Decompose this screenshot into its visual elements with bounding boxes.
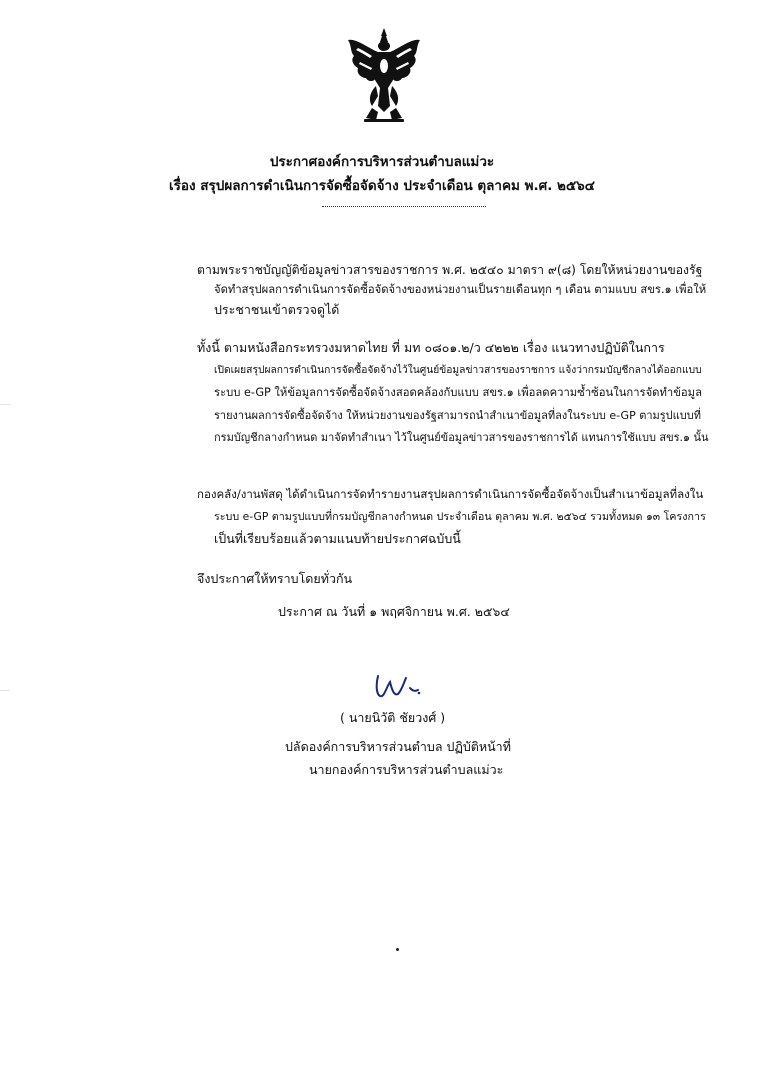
paragraph-2-line-3: ระบบ e-GP ให้ข้อมูลการจัดซื้อจัดจ้างสอดคล้องกับแบบ สขร.๑ เพื่อลดความซ้ำซ้อนในการจัดทำข้อมูล: [214, 386, 702, 399]
paragraph-1-line-1: ตามพระราชบัญญัติข้อมูลข่าวสารของราชการ พ.ศ. ๒๕๔๐ มาตรา ๙(๘) โดยให้หน่วยงานของรัฐ: [197, 263, 703, 277]
paragraph-2-line-4: รายงานผลการจัดซื้อจัดจ้าง ให้หน่วยงานของรัฐสามารถนำสำเนาข้อมูลที่ลงในระบบ e-GP ตามรูปแบบที่: [214, 409, 701, 422]
signatory-position-line-1: ปลัดองค์การบริหารส่วนตำบล ปฏิบัติหน้าที่: [285, 739, 511, 754]
page-speck: [396, 948, 399, 951]
paragraph-1-line-3: ประชาชนเข้าตรวจดูได้: [214, 302, 340, 317]
paragraph-2-line-1: ทั้งนี้ ตามหนังสือกระทรวงมหาดไทย ที่ มท ๐๘๐๑.๒/ว ๔๒๒๒ เรื่อง แนวทางปฏิบัติในการ: [197, 340, 665, 355]
paragraph-3-line-1: กองคลัง/งานพัสดุ ได้ดำเนินการจัดทำรายงานสรุปผลการดำเนินการจัดซื้อจัดจ้างเป็นสำเนาข้อมูลที่ลงใน: [197, 487, 704, 501]
announcement-title: ประกาศองค์การบริหารส่วนตำบลแม่วะ: [269, 154, 495, 170]
paragraph-1-line-2: จัดทำสรุปผลการดำเนินการจัดซื้อจัดจ้างของหน่วยงานเป็นรายเดือนทุก ๆ เดือน ตามแบบ สขร.๑ เพื่อให้: [214, 283, 707, 296]
signatory-name: ( นายนิวัติ ชัยวงศ์ ): [340, 710, 446, 725]
scan-mark: [0, 404, 10, 405]
closing-statement: จึงประกาศให้ทราบโดยทั่วกัน: [197, 571, 353, 586]
handwritten-signature: [372, 668, 422, 702]
announcement-date: ประกาศ ณ วันที่ ๑ พฤศจิกายน พ.ศ. ๒๕๖๔: [278, 604, 510, 619]
announcement-subject: เรื่อง สรุปผลการดำเนินการจัดซื้อจัดจ้าง ประจำเดือน ตุลาคม พ.ศ. ๒๕๖๔: [169, 178, 595, 194]
paragraph-3-line-2: ระบบ e-GP ตามรูปแบบที่กรมบัญชีกลางกำหนด ประจำเดือน ตุลาคม พ.ศ. ๒๕๖๔ รวมทั้งหมด ๑๓ โครงการ: [214, 510, 706, 523]
paragraph-2-line-5: กรมบัญชีกลางกำหนด มาจัดทำสำเนา ไว้ในศูนย์ข้อมูลข่าวสารของราชการได้ แทนการใช้แบบ สขร.๑ นั้น: [214, 431, 709, 444]
garuda-emblem-icon: [346, 26, 422, 124]
paragraph-2-line-2: เปิดเผยสรุปผลการดำเนินการจัดซื้อจัดจ้างไว้ในศูนย์ข้อมูลข่าวสารของราชการ แจ้งว่ากรมบัญชีกลางได้ออกแบบ: [214, 364, 702, 376]
scan-mark: [0, 690, 10, 691]
signatory-position-line-2: นายกองค์การบริหารส่วนตำบลแม่วะ: [309, 762, 504, 777]
paragraph-3-line-3: เป็นที่เรียบร้อยแล้วตามแนบท้ายประกาศฉบับนี้: [214, 531, 461, 546]
title-divider: [322, 206, 486, 207]
